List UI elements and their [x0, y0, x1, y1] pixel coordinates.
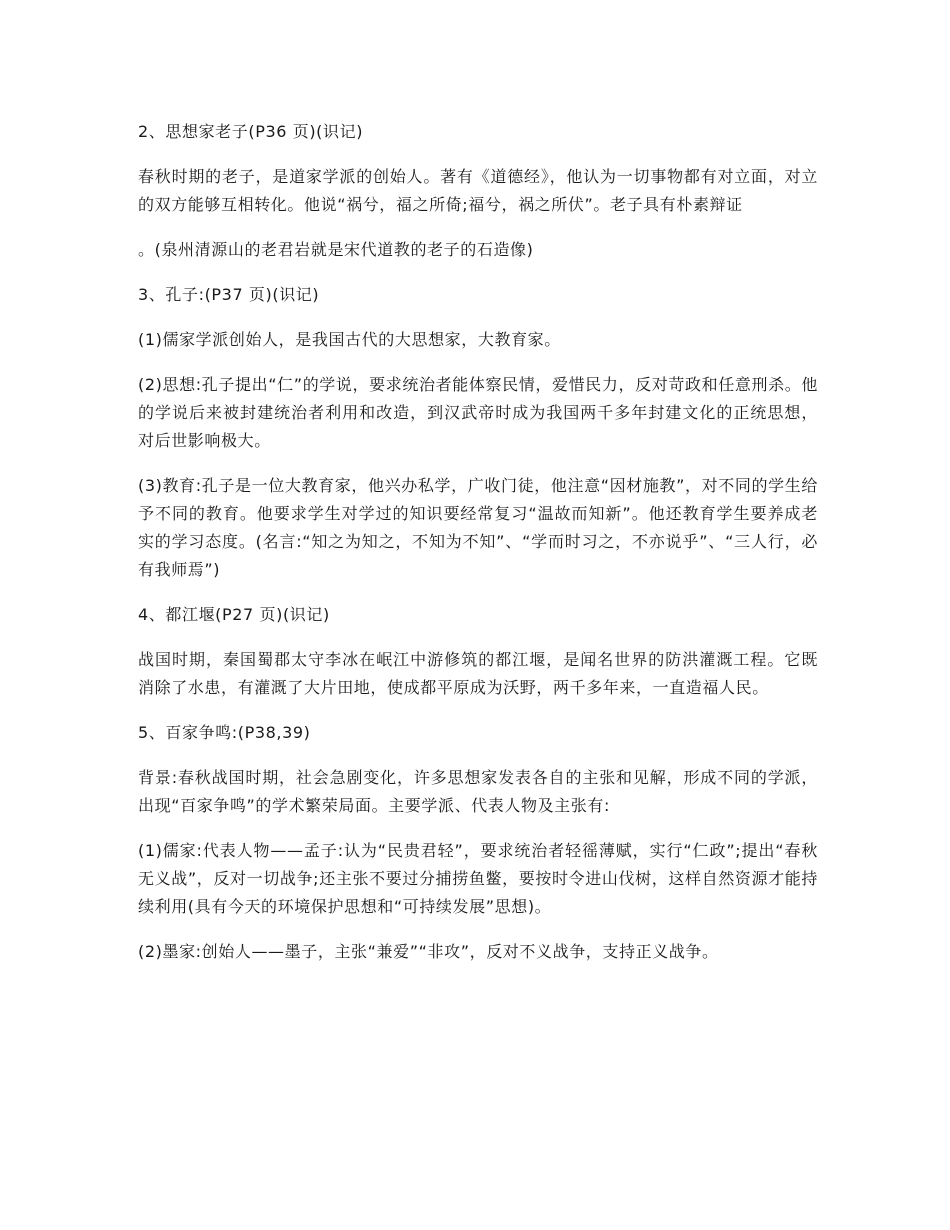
paragraph-confucius-thought: (2)思想:孔子提出“仁”的学说，要求统治者能体察民情，爱惜民力，反对苛政和任意刑杀。他的学说后来被封建统治者利用和改造，到汉武帝时成为我国两千多年封建文化的正统思想，对后世影响极大。 [138, 375, 818, 450]
paragraph-confucianism-mencius: (1)儒家:代表人物——孟子:认为“民贵君轻”，要求统治者轻徭薄赋，实行“仁政”;提出“春秋无义战”，反对一切战争;还主张不要过分捕捞鱼鳖，要按时令进山伐树，这样自然资源才能持续利用(具有今天的环境保护思想和“可持续发展”思想)。 [138, 841, 818, 916]
paragraph-laozi-statue: 。(泉州清源山的老君岩就是宋代道教的老子的石造像) [138, 240, 534, 259]
heading-hundred-schools: 5、百家争鸣:(P38,39) [138, 723, 311, 742]
heading-laozi: 2、思想家老子(P36 页)(识记) [138, 122, 364, 141]
paragraph-mohism: (2)墨家:创始人——墨子，主张“兼爱”“非攻”，反对不义战争，支持正义战争。 [138, 942, 719, 961]
paragraph-confucius-education: (3)教育:孔子是一位大教育家，他兴办私学，广收门徒，他注意“因材施教”，对不同的学生给予不同的教育。他要求学生对学过的知识要经常复习“温故而知新”。他还教育学生要养成老实的学习态度。(名言:“知之为知之，不知为不知”、“学而时习之，不亦说乎”、“三人行，必有我师焉”) [138, 476, 818, 579]
paragraph-confucius-founder: (1)儒家学派创始人，是我国古代的大思想家，大教育家。 [138, 330, 561, 349]
document-page [138, 118, 818, 983]
heading-dujiangyan: 4、都江堰(P27 页)(识记) [138, 605, 330, 624]
paragraph-dujiangyan: 战国时期，秦国蜀郡太守李冰在岷江中游修筑的都江堰，是闻名世界的防洪灌溉工程。它既消除了水患，有灌溉了大片田地，使成都平原成为沃野，两千多年来，一直造福人民。 [138, 650, 818, 697]
paragraph-hundred-schools-background: 背景:春秋战国时期，社会急剧变化，许多思想家发表各自的主张和见解，形成不同的学派，出现“百家争鸣”的学术繁荣局面。主要学派、代表人物及主张有: [138, 768, 818, 815]
paragraph-laozi-intro: 春秋时期的老子，是道家学派的创始人。著有《道德经》，他认为一切事物都有对立面，对立的双方能够互相转化。他说“祸兮，福之所倚;福兮，祸之所伏”。老子具有朴素辩证 [138, 167, 818, 214]
heading-confucius: 3、孔子:(P37 页)(识记) [138, 285, 320, 304]
